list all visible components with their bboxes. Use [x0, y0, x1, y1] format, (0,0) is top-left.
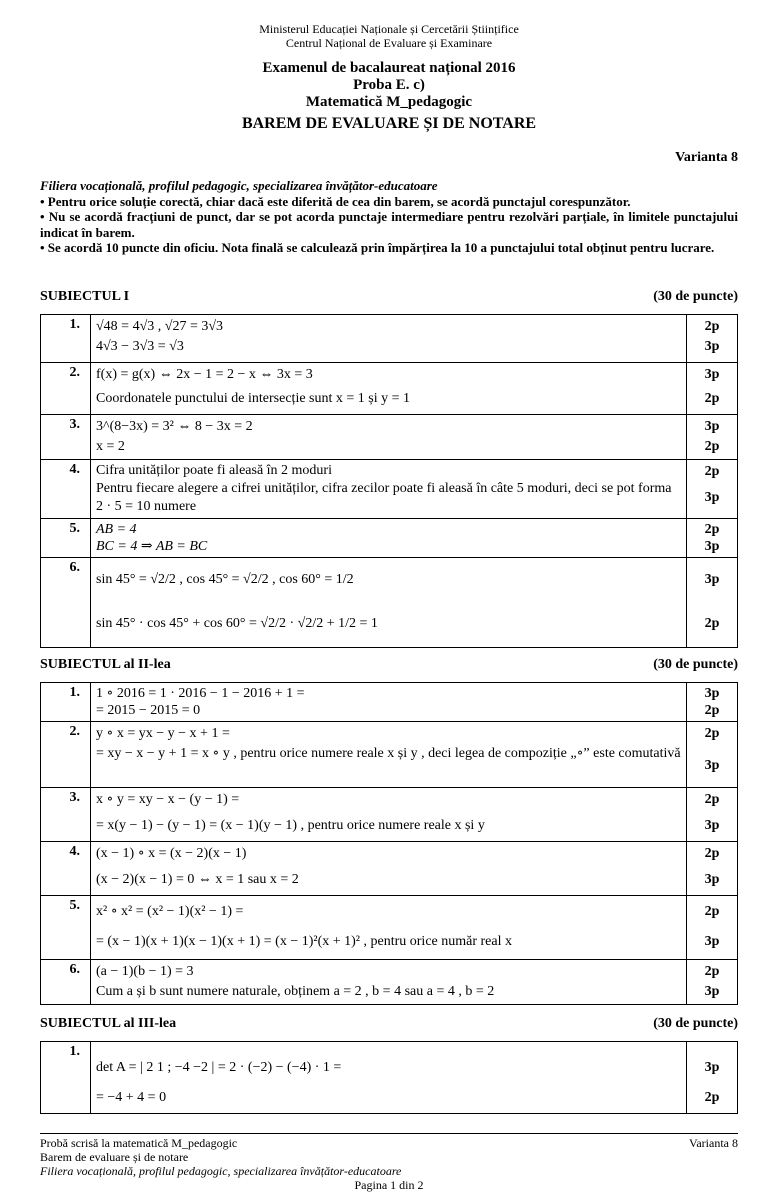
points-value: 2p	[704, 1090, 720, 1105]
points-value: 2p	[704, 391, 720, 406]
points-value: 2p	[704, 726, 720, 741]
solution-line: Cifra unităților poate fi aleasă în 2 moduri	[96, 463, 332, 478]
document-header	[0, 22, 778, 50]
intro-rule-2: • Nu se acordă fracțiuni de punct, dar se pot acorda punctaje intermediare pentru rezolvări parțiale, în limitele punctajului indicat în barem.	[40, 209, 738, 240]
table-row	[41, 896, 738, 960]
intro-block	[40, 178, 738, 256]
intro-rule-3: • Se acordă 10 puncte din oficiu. Nota finală se calculează prin împărțirea la 10 a punctajului total obținut pentru lucrare.	[40, 240, 715, 255]
item-points	[687, 558, 738, 648]
item-solution	[91, 788, 687, 842]
intro-lead: Filiera vocațională, profilul pedagogic, specializarea învățător-educatoare	[40, 178, 438, 193]
solution-line: x ∘ y = xy − x − (y − 1) =	[96, 792, 240, 807]
solution-line: √48 = 4√3 , √27 = 3√3	[96, 319, 224, 334]
item-number: 6.	[41, 960, 91, 1005]
table-row	[41, 519, 738, 558]
item-points	[687, 842, 738, 896]
item-number: 1.	[41, 315, 91, 363]
item-points	[687, 683, 738, 722]
intro-rule-1: • Pentru orice soluție corectă, chiar dacă este diferită de cea din barem, se acordă punctajul corespunzător.	[40, 193, 631, 209]
item-points	[687, 460, 738, 519]
item-points	[687, 415, 738, 460]
item-points	[687, 960, 738, 1005]
solution-line: 1 ∘ 2016 = 1 · 2016 − 1 − 2016 + 1 =	[96, 686, 305, 701]
item-solution	[91, 519, 687, 558]
points-value: 2p	[704, 964, 720, 979]
item-solution	[91, 896, 687, 960]
item-solution	[91, 842, 687, 896]
item-number: 6.	[41, 558, 91, 648]
item-solution	[91, 960, 687, 1005]
item-number: 1.	[41, 683, 91, 722]
section-points: (30 de puncte)	[653, 1016, 738, 1031]
points-value: 3p	[704, 686, 720, 701]
page-footer	[40, 1133, 738, 1192]
points-value: 2p	[704, 439, 720, 454]
grading-table-2	[40, 682, 738, 1005]
section-name: SUBIECTUL I	[40, 289, 130, 304]
solution-line: (x − 1) ∘ x = (x − 2)(x − 1)	[96, 846, 247, 861]
table-row	[41, 722, 738, 788]
item-solution	[91, 460, 687, 519]
item-solution	[91, 722, 687, 788]
table-row	[41, 415, 738, 460]
points-value: 3p	[704, 1060, 720, 1075]
solution-line: = −4 + 4 = 0	[96, 1090, 167, 1105]
section-points: (30 de puncte)	[653, 657, 738, 672]
points-value: 2p	[704, 904, 720, 919]
item-points	[687, 519, 738, 558]
item-number: 2.	[41, 363, 91, 415]
table-row	[41, 460, 738, 519]
solution-line: 4√3 − 3√3 = √3	[96, 339, 184, 354]
section-name: SUBIECTUL al II-lea	[40, 657, 171, 672]
ministry-name: Ministerul Educației Naționale și Cercetării Științifice	[259, 22, 519, 36]
points-value: 2p	[704, 319, 720, 334]
table-row	[41, 960, 738, 1005]
item-number: 5.	[41, 519, 91, 558]
solution-line: = xy − x − y + 1 = x ∘ y , pentru orice numere reale x și y , deci legea de compoziție „∘” este comutativă	[96, 746, 681, 761]
solution-line: = (x − 1)(x + 1)(x − 1)(x + 1) = (x − 1)²(x + 1)² , pentru orice număr real x	[96, 934, 512, 949]
solution-line: (a − 1)(b − 1) = 3	[96, 964, 194, 979]
points-value: 2p	[704, 792, 720, 807]
item-number: 1.	[41, 1042, 91, 1114]
exam-title: Examenul de bacalaureat național 2016	[262, 60, 516, 76]
solution-line: (x − 2)(x − 1) = 0 ⇔ x = 1 sau x = 2	[96, 872, 299, 887]
item-points	[687, 1042, 738, 1114]
item-number: 2.	[41, 722, 91, 788]
footer-variant: Varianta 8	[689, 1136, 738, 1150]
item-number: 5.	[41, 896, 91, 960]
points-value: 3p	[704, 419, 720, 434]
points-value: 2p	[704, 464, 720, 479]
solution-line: y ∘ x = yx − y − x + 1 =	[96, 726, 230, 741]
grading-table-1	[40, 314, 738, 648]
solution-line: sin 45° = √2/2 , cos 45° = √2/2 , cos 60° = 1/2	[96, 572, 354, 587]
points-value: 3p	[704, 872, 720, 887]
variant-label: Varianta 8	[675, 150, 738, 165]
item-number: 4.	[41, 460, 91, 519]
table-row	[41, 683, 738, 722]
barem-title: BAREM DE EVALUARE ȘI DE NOTARE	[241, 115, 537, 132]
points-value: 3p	[704, 539, 720, 554]
item-points	[687, 788, 738, 842]
table-row	[41, 842, 738, 896]
solution-line: Cum a și b sunt numere naturale, obținem a = 2 , b = 4 sau a = 4 , b = 2	[96, 984, 495, 999]
solution-line: x² ∘ x² = (x² − 1)(x² − 1) =	[96, 904, 244, 919]
solution-line: Coordonatele punctului de intersecție sunt x = 1 și y = 1	[96, 391, 411, 406]
section-title-1	[40, 289, 738, 305]
item-solution	[91, 558, 687, 648]
item-solution	[91, 683, 687, 722]
table-row	[41, 315, 738, 363]
points-value: 2p	[704, 846, 720, 861]
solution-line: f(x) = g(x) ⇔ 2x − 1 = 2 − x ⇔ 3x = 3	[96, 367, 313, 382]
solution-line: sin 45° · cos 45° + cos 60° = √2/2 · √2/2 + 1/2 = 1	[96, 616, 378, 631]
solution-line: BC = 4 ⇒ AB = BC	[96, 539, 208, 554]
section-name: SUBIECTUL al III-lea	[40, 1016, 177, 1031]
section-points: (30 de puncte)	[653, 289, 738, 304]
item-solution	[91, 415, 687, 460]
footer-filiera: Filiera vocațională, profilul pedagogic, specializarea învățător-educatoare	[40, 1164, 402, 1178]
item-number: 4.	[41, 842, 91, 896]
grading-table-3	[40, 1041, 738, 1114]
points-value: 2p	[704, 616, 720, 631]
points-value: 3p	[704, 572, 720, 587]
page-number: Pagina 1 din 2	[354, 1178, 424, 1192]
section-title-3	[40, 1016, 738, 1032]
points-value: 2p	[704, 522, 720, 537]
proba-title: Proba E. c)	[353, 77, 425, 93]
item-points	[687, 896, 738, 960]
solution-line: Pentru fiecare alegere a cifrei unităților, cifra zecilor poate fi aleasă în câte 5 moduri, deci se pot forma 2 · 5 = 10 numere	[96, 481, 672, 514]
subject-title: Matematică M_pedagogic	[305, 94, 473, 110]
item-solution	[91, 1042, 687, 1114]
item-points	[687, 363, 738, 415]
footer-barem: Barem de evaluare și de notare	[40, 1150, 189, 1164]
points-value: 3p	[704, 490, 720, 505]
points-value: 3p	[704, 818, 720, 833]
table-row	[41, 1042, 738, 1114]
item-solution	[91, 363, 687, 415]
table-row	[41, 558, 738, 648]
points-value: 3p	[704, 367, 720, 382]
item-points	[687, 722, 738, 788]
points-value: 3p	[704, 984, 720, 999]
center-name: Centrul Național de Evaluare și Examinare	[285, 36, 493, 50]
points-value: 3p	[704, 934, 720, 949]
solution-line: x = 2	[96, 439, 125, 454]
points-value: 3p	[704, 758, 720, 773]
points-value: 2p	[704, 703, 720, 718]
table-row	[41, 363, 738, 415]
solution-line: AB = 4	[96, 522, 137, 537]
points-value: 3p	[704, 339, 720, 354]
item-solution	[91, 315, 687, 363]
table-row	[41, 788, 738, 842]
solution-line: 3^(8−3x) = 3² ⇔ 8 − 3x = 2	[96, 419, 253, 434]
footer-exam: Probă scrisă la matematică M_pedagogic	[40, 1136, 238, 1150]
item-points	[687, 315, 738, 363]
solution-line: = x(y − 1) − (y − 1) = (x − 1)(y − 1) , pentru orice numere reale x și y	[96, 818, 485, 833]
section-title-2	[40, 657, 738, 673]
solution-line: det A = | 2 1 ; −4 −2 | = 2 · (−2) − (−4) · 1 =	[96, 1060, 342, 1075]
item-number: 3.	[41, 415, 91, 460]
item-number: 3.	[41, 788, 91, 842]
document-titles	[0, 60, 778, 132]
solution-line: = 2015 − 2015 = 0	[96, 703, 201, 718]
